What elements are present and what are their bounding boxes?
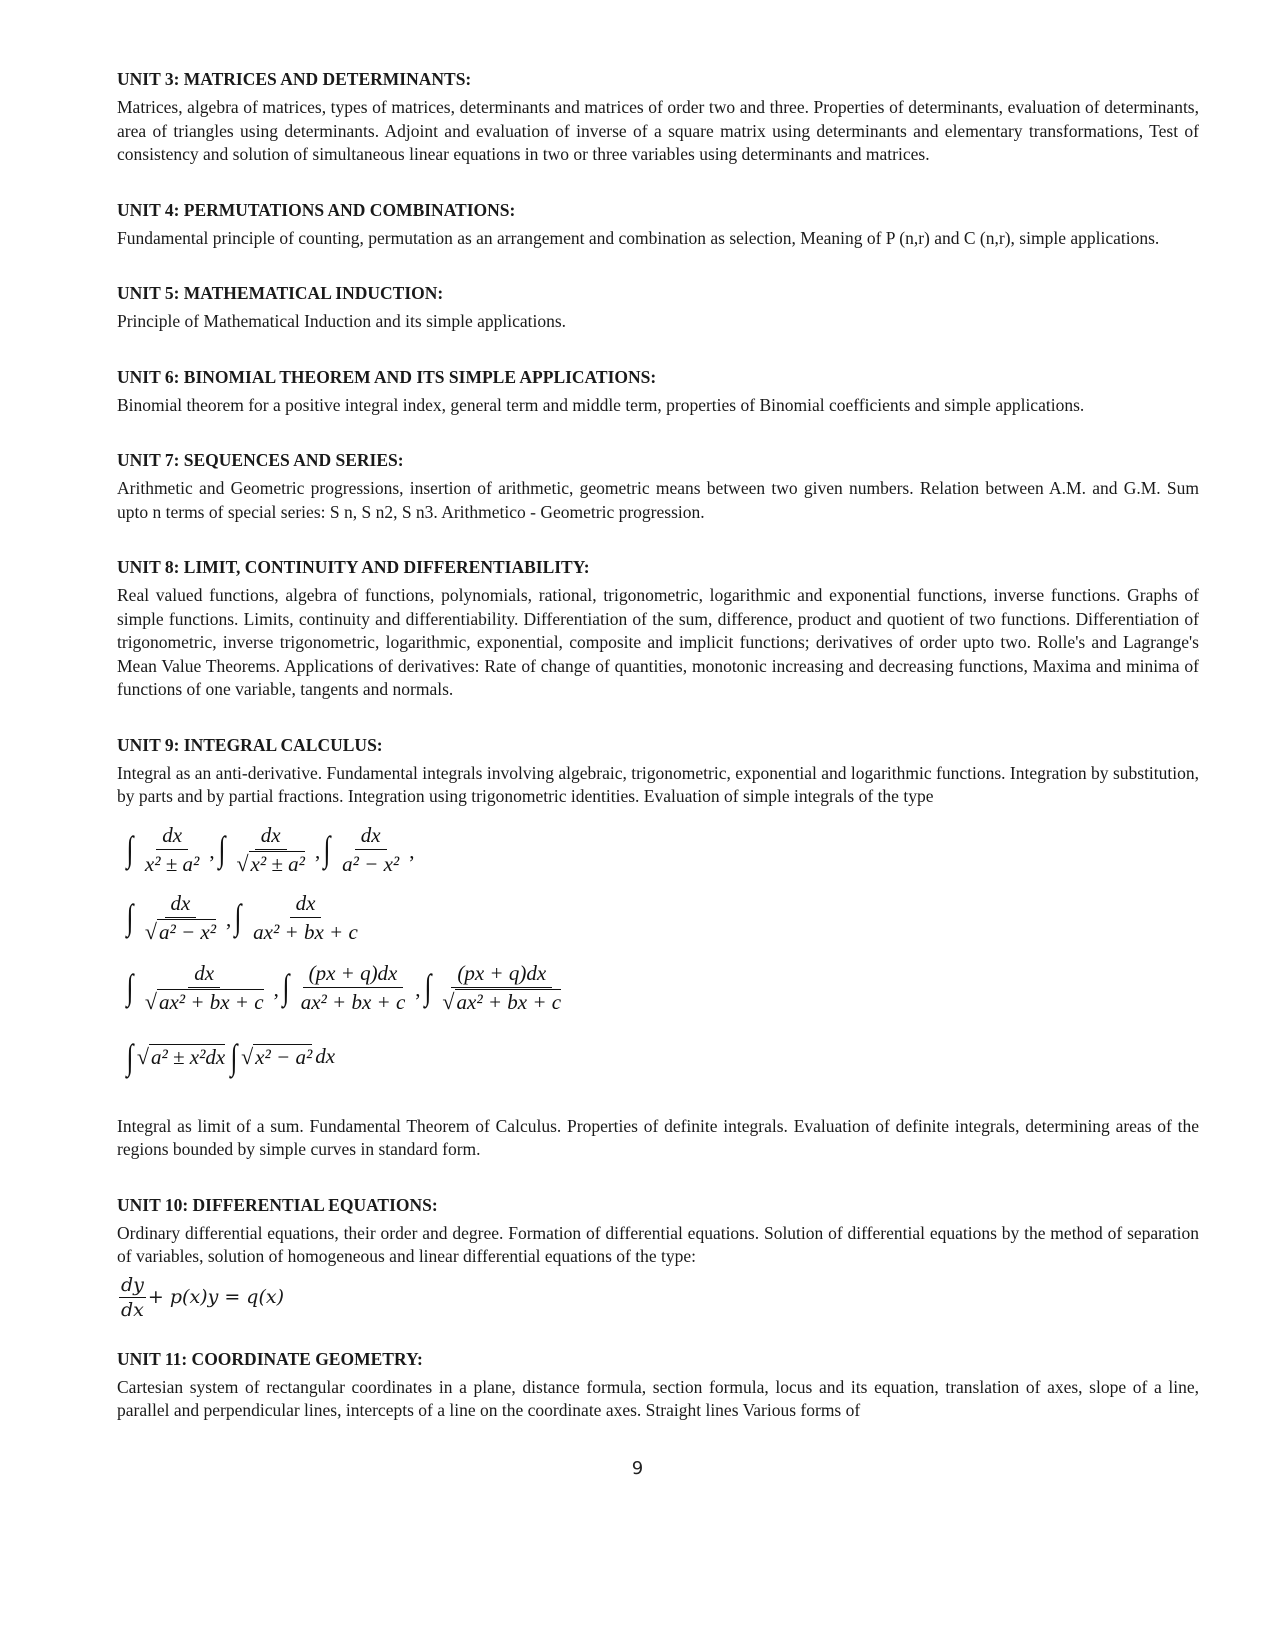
- unit-title: UNIT 10: DIFFERENTIAL EQUATIONS:: [117, 1194, 438, 1215]
- unit-text: Cartesian system of rectangular coordinates in a plane, distance formula, section formula, locus and its equation, translation of axes, slope of a line, parallel and perpendicular lines, intercepts of a line on the coordinate axes. Straight lines Various forms of: [117, 1376, 1199, 1420]
- numerator: (px + q)dx: [451, 961, 552, 988]
- unit-title: UNIT 3: MATRICES AND DETERMINANTS:: [117, 69, 472, 89]
- radicand: ax² + bx + c: [158, 989, 264, 1014]
- unit-text: Matrices, algebra of matrices, types of matrices, determinants and matrices of order two and three. Properties of determinants, evaluation of determinants, area of triangles using determinants. Adjoint and evaluation of inverse of a square matrix using determinants and elementary transformations, Test of consistency and solution of simultaneous linear equations in two or three variables using determinants and matrices.: [117, 97, 1199, 164]
- sqrt-icon: √: [136, 1043, 149, 1069]
- integral-row-2: ∫ $\frac{dx}{\text{√a² − x²}}$ , ∫ $\frac{dx}{\text{ax² + bx + c}}$: [125, 891, 366, 944]
- denominator: [436, 988, 567, 1014]
- fraction: [139, 891, 222, 944]
- integral-sign-icon: ∫: [126, 829, 134, 869]
- radicand: x² ± a²: [250, 851, 305, 876]
- integral-sign-icon: ∫: [424, 967, 431, 1007]
- unit-10: [117, 1194, 1199, 1322]
- unit-text: Ordinary differential equations, their order and degree. Formation of differential equations. Solution of differential equations by the method of separation of variables, solution of homogeneous and linear differential equations of the type:: [117, 1222, 1199, 1266]
- differential: dx: [315, 1044, 336, 1068]
- document-page: [117, 68, 1199, 1455]
- ode-rest: + p(x)y = q(x): [147, 1286, 285, 1308]
- numerator: dx: [255, 823, 287, 850]
- radicand: ax² + bx + c: [456, 989, 562, 1014]
- integral-sign-icon: ∫: [323, 829, 331, 869]
- ode-formula: [117, 1273, 1199, 1322]
- numerator: dy: [121, 1273, 144, 1296]
- radicand: a² ± x²dx: [150, 1044, 226, 1069]
- unit-title: UNIT 6: BINOMIAL THEOREM AND ITS SIMPLE APPLICATIONS:: [117, 366, 657, 387]
- unit-text: Integral as an anti-derivative. Fundamental integrals involving algebraic, trigonometric, exponential and logarithmic functions. Integration by substitution, by parts and by partial fractions. Integration using trigonometric identities. Evaluation of simple integrals of the type: [117, 762, 1199, 806]
- sqrt-icon: √: [442, 988, 455, 1014]
- denominator: dx: [121, 1298, 144, 1321]
- unit-title: UNIT 4: PERMUTATIONS AND COMBINATIONS:: [117, 199, 516, 220]
- fraction: [119, 1273, 146, 1322]
- fraction: [230, 823, 311, 876]
- numerator: dx: [156, 823, 188, 850]
- unit-title: UNIT 7: SEQUENCES AND SERIES:: [117, 450, 404, 470]
- numerator: dx: [165, 891, 197, 918]
- unit-8: [117, 556, 1199, 702]
- integral-formulas: [125, 823, 585, 1093]
- page-number: 9: [631, 1458, 644, 1479]
- sqrt-icon: √: [236, 850, 249, 876]
- integral-sign-icon: ∫: [126, 1036, 134, 1077]
- fraction: [295, 961, 412, 1014]
- integral-sign-icon: ∫: [234, 897, 242, 937]
- integral-sign-icon: ∫: [230, 1036, 238, 1077]
- unit-text: Fundamental principle of counting, permutation as an arrangement and combination as selection, Meaning of P (n,r) and C (n,r), simple applications.: [117, 227, 1160, 248]
- denominator: ax² + bx + c: [253, 919, 358, 944]
- fraction: [336, 823, 405, 876]
- denominator: [139, 988, 270, 1014]
- unit-11: [117, 1348, 1199, 1423]
- numerator: dx: [188, 961, 220, 988]
- integral-row-1: ∫ $\frac{dx}{\text{x² ± a²}}$ , ∫ $\frac{dx}{\text{√x² ± a²}}$ , ∫ $\frac{dx}{\text{a² − x²}}$ ,: [126, 822, 415, 876]
- integral-sign-icon: ∫: [126, 897, 134, 937]
- numerator: dx: [355, 823, 387, 850]
- integral-sign-icon: ∫: [218, 829, 225, 869]
- unit-7: [117, 449, 1199, 524]
- fraction: [436, 961, 567, 1014]
- sqrt-icon: √: [241, 1043, 254, 1069]
- unit-text: Real valued functions, algebra of functions, polynomials, rational, trigonometric, logarithmic and exponential functions, inverse functions. Graphs of simple functions. Limits, continuity and differentiability. Differentiation of the sum, difference, product and quotient of two functions. Differentiation of trigonometric, inverse trigonometric, logarithmic, exponential, composite and implicit functions; derivatives of order upto two. Rolle's and Lagrange's Mean Value Theorems. Applications of derivatives: Rate of change of quantities, monotonic increasing and decreasing functions, Maxima and minima of functions of one variable, tangents and normals.: [117, 585, 1199, 699]
- denominator: [139, 918, 222, 944]
- denominator: a² − x²: [342, 851, 400, 876]
- denominator: [230, 850, 311, 876]
- unit-title: UNIT 9: INTEGRAL CALCULUS:: [117, 734, 383, 755]
- integral-row-3: ∫ $\frac{dx}{\text{√ax² + bx + c}}$ , ∫ $\frac{(px + q)dx}{\text{ax² + bx + c}}$ , ∫ $\frac{(px + q)dx}{\text{√ax² + bx + c}}$: [125, 961, 569, 1014]
- unit-title: UNIT 8: LIMIT, CONTINUITY AND DIFFERENTIABILITY:: [117, 557, 590, 577]
- unit-9: [117, 734, 1199, 1162]
- unit-4: [117, 199, 1199, 251]
- unit-text: Binomial theorem for a positive integral index, general term and middle term, properties of Binomial coefficients and simple applications.: [117, 394, 1085, 415]
- sqrt-icon: √: [144, 918, 157, 944]
- fraction: [139, 961, 270, 1014]
- integral-sign-icon: ∫: [282, 967, 290, 1007]
- unit-text-after: Integral as limit of a sum. Fundamental Theorem of Calculus. Properties of definite integrals. Evaluation of definite integrals, determining areas of the regions bounded by simple curves in standard form.: [117, 1115, 1199, 1159]
- integral-row-4: [125, 1036, 336, 1077]
- radicand: x² − a²: [255, 1044, 313, 1069]
- integral-sign-icon: ∫: [126, 967, 134, 1007]
- denominator: x² ± a²: [144, 851, 200, 876]
- sqrt-icon: √: [144, 988, 157, 1014]
- numerator: (px + q)dx: [303, 961, 404, 988]
- unit-text: Arithmetic and Geometric progressions, insertion of arithmetic, geometric means between two given numbers. Relation between A.M. and G.M. Sum upto n terms of special series: S n, S n2, S n3. Arithmetico - Geometric progression.: [117, 478, 1199, 522]
- fraction: [247, 891, 364, 944]
- unit-text: Principle of Mathematical Induction and its simple applications.: [117, 311, 567, 331]
- unit-3: [117, 68, 1199, 167]
- unit-title: UNIT 11: COORDINATE GEOMETRY:: [117, 1348, 423, 1369]
- unit-6: [117, 366, 1199, 418]
- denominator: ax² + bx + c: [300, 989, 406, 1014]
- unit-title: UNIT 5: MATHEMATICAL INDUCTION:: [117, 283, 444, 303]
- numerator: dx: [290, 891, 322, 918]
- fraction: [139, 823, 205, 876]
- radicand: a² − x²: [158, 919, 217, 944]
- unit-5: [117, 282, 1199, 334]
